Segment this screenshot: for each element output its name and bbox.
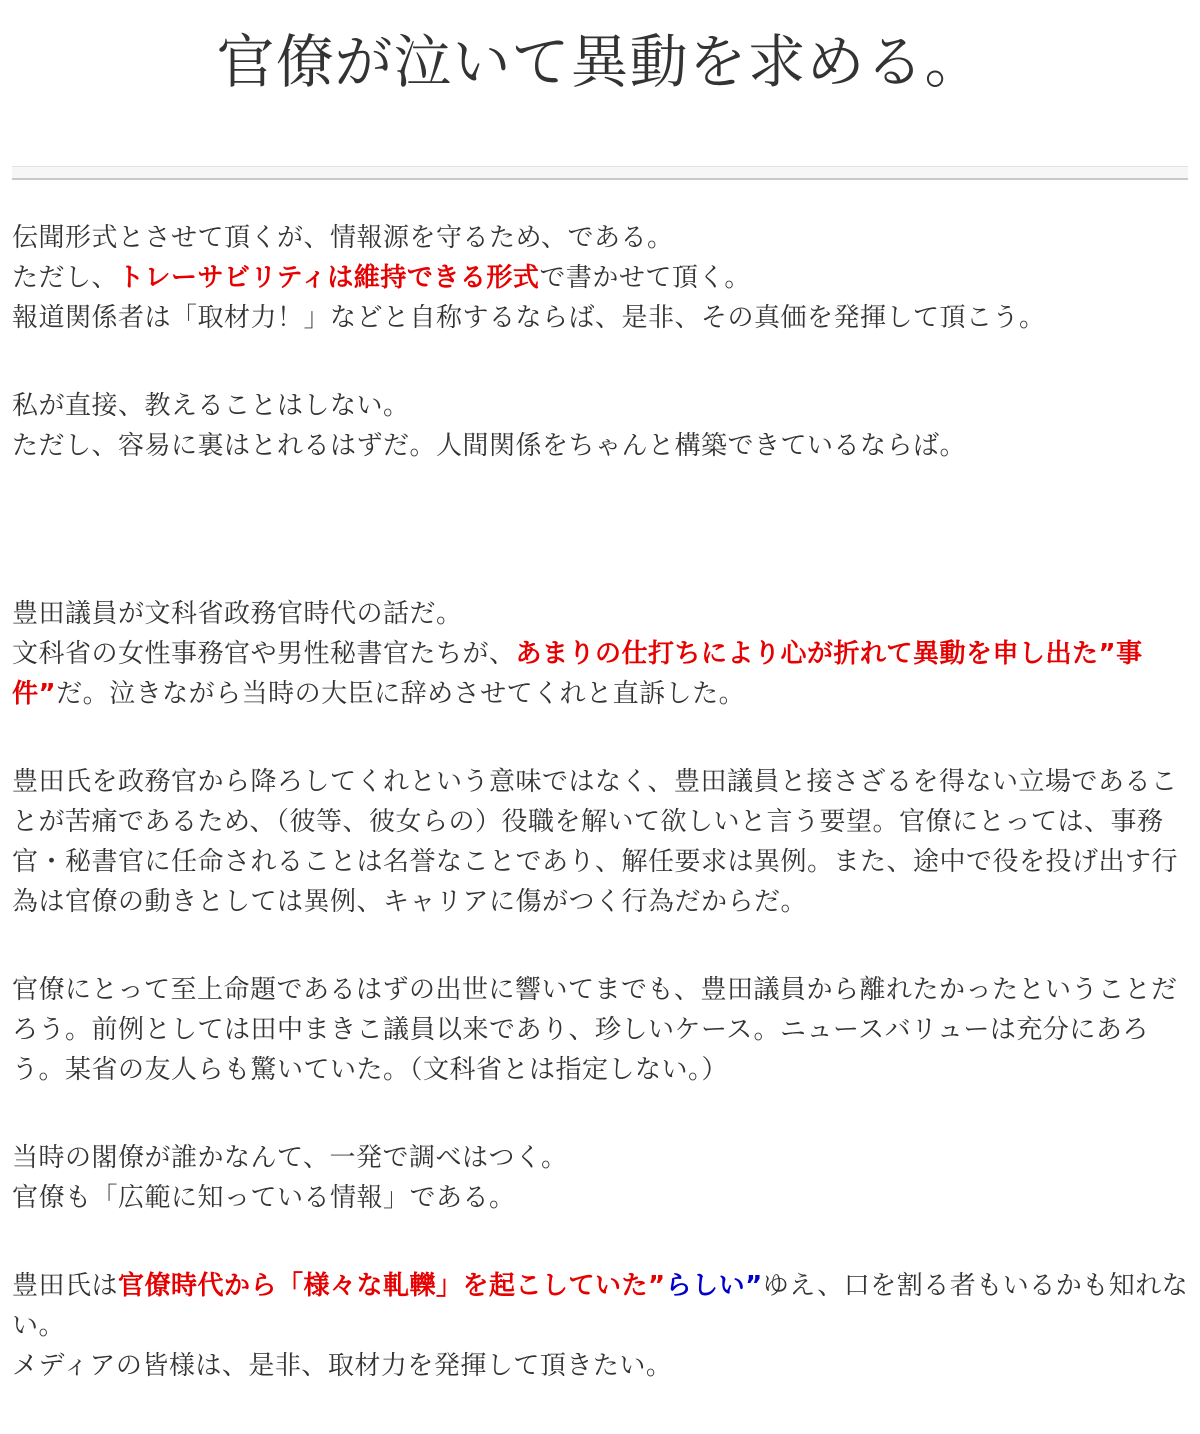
- page-title: 官僚が泣いて異動を求める。: [216, 28, 984, 96]
- highlight-friction: 官僚時代から「様々な軋轢」を起こしていた”: [118, 1271, 666, 1301]
- highlight-incident: あまりの仕打ちにより心が折れて異動を申し出た”事件”: [12, 639, 1143, 709]
- highlight-rashii: らしい”: [665, 1271, 763, 1301]
- paragraph-incident: [12, 594, 1192, 714]
- request-text: 豊田氏を政務官から降ろしてくれという意味ではなく、豊田議員と接さざるを得ない立場であることが苦痛であるため、（彼等、彼女らの）役職を解いて欲しいと言う要望。官僚にとっては、事務官・秘書官に任命されることは名誉なことであり、解任要求は異例。また、途中で役を投げ出す行為は官僚の動きとしては異例、キャリアに傷がつく行為だからだ。: [12, 767, 1179, 917]
- paragraph-verification: [12, 1138, 1192, 1218]
- intro-line-2-end: で書かせて頂く。: [539, 263, 751, 293]
- incident-line-2-end: だ。泣きながら当時の大臣に辞めさせてくれと直訴した。: [56, 679, 746, 709]
- precedent-text: 官僚にとって至上命題であるはずの出世に響いてまでも、豊田議員から離れたかったということだろう。前例としては田中まきこ議員以来であり、珍しいケース。ニュースバリューは充分にあろう。某省の友人らも驚いていた。（文科省とは指定しない。）: [12, 975, 1178, 1085]
- paragraph-intro: [12, 218, 1192, 338]
- verification-line-1: 当時の閣僚が誰かなんて、一発で調べはつく。: [12, 1143, 568, 1173]
- closing-line-1-start: 豊田氏は: [12, 1271, 119, 1301]
- intro-line-2-start: ただし、: [12, 263, 119, 293]
- paragraph-request: [12, 762, 1192, 922]
- disclaimer-line-1: 私が直接、教えることはしない。: [12, 391, 410, 421]
- incident-line-2-start: 文科省の女性事務官や男性秘書官たちが、: [12, 639, 516, 669]
- intro-line-3: 報道関係者は「取材力！」などと自称するならば、是非、その真価を発揮して頂こう。: [12, 303, 1046, 333]
- disclaimer-line-2: ただし、容易に裏はとれるはずだ。人間関係をちゃんと構築できているならば。: [12, 431, 967, 461]
- paragraph-closing: [12, 1266, 1192, 1386]
- article-body: [12, 218, 1192, 1434]
- incident-line-1: 豊田議員が文科省政務官時代の話だ。: [12, 599, 463, 629]
- closing-line-2: メディアの皆様は、是非、取材力を発揮して頂きたい。: [12, 1351, 673, 1381]
- paragraph-disclaimer: [12, 386, 1192, 466]
- verification-line-2: 官僚も「広範に知っている情報」である。: [12, 1183, 516, 1213]
- paragraph-precedent: [12, 970, 1192, 1090]
- closing-line-1-end: ゆえ、口を割る者もいるかも知れない。: [12, 1271, 1189, 1341]
- highlight-traceability: トレーサビリティは維持できる形式: [118, 263, 540, 293]
- intro-line-1: 伝聞形式とさせて頂くが、情報源を守るため、である。: [12, 223, 674, 253]
- title-divider: [12, 166, 1188, 180]
